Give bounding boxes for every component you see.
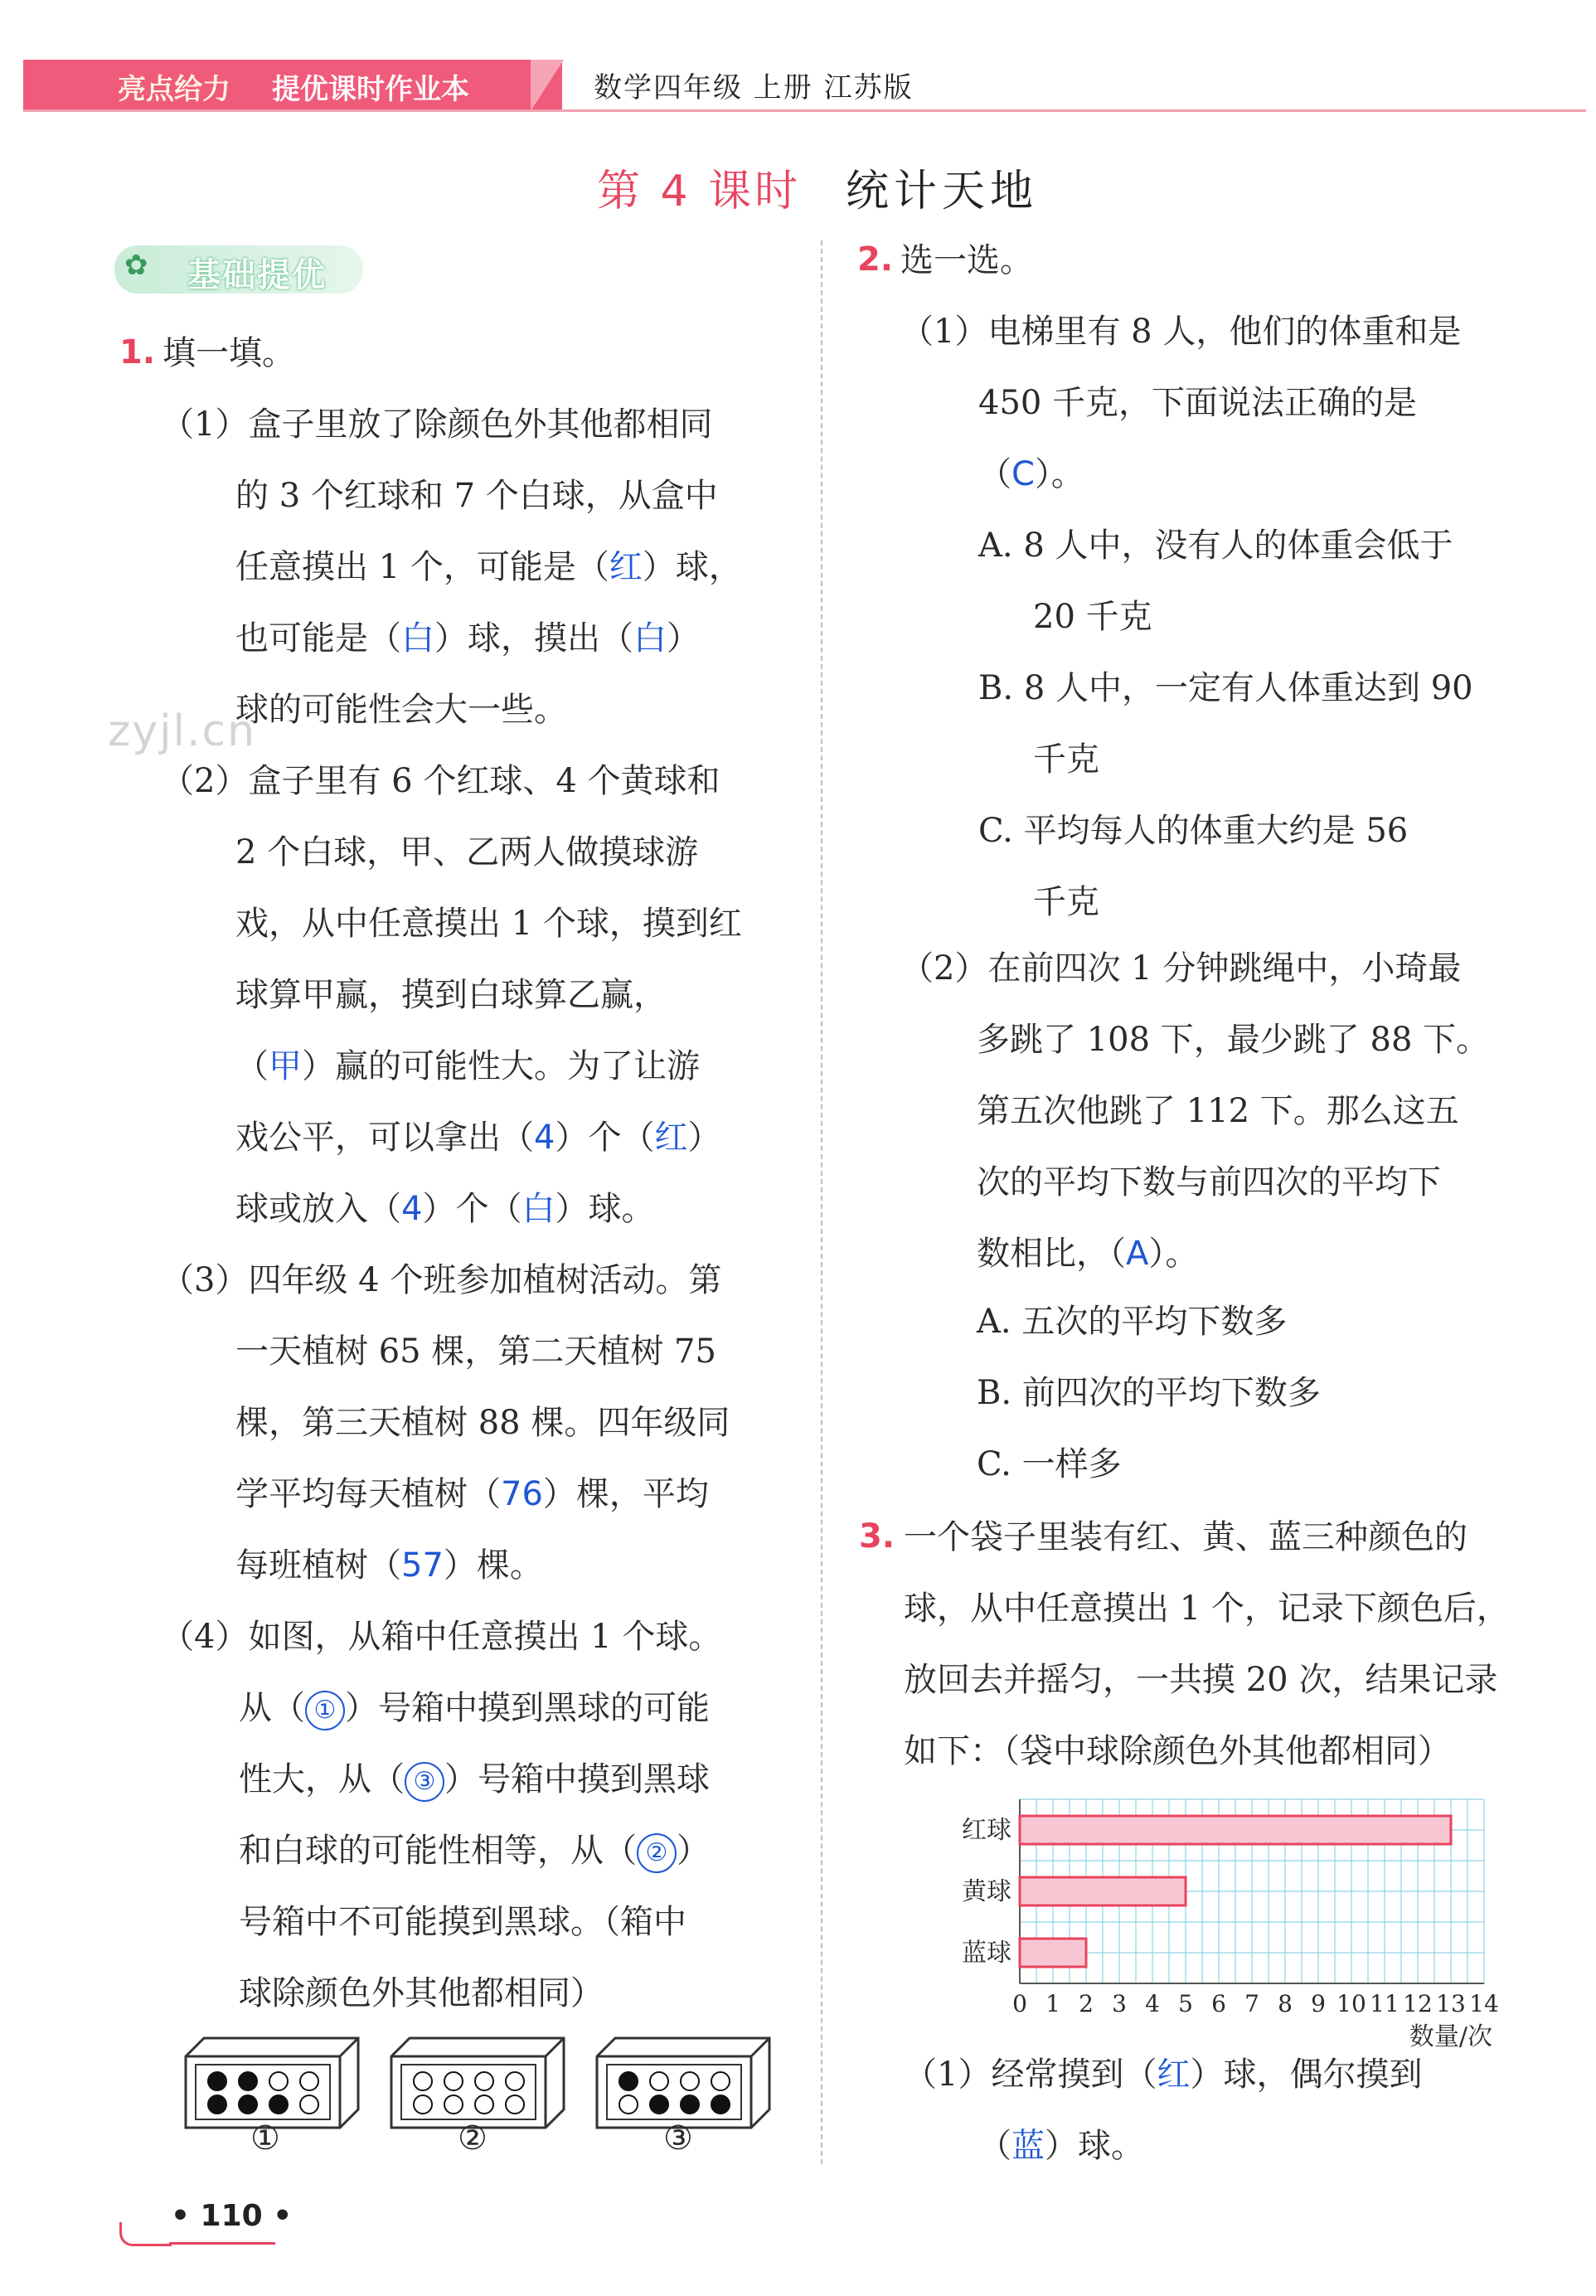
q1-p2-line3: 戏，从中任意摸出 1 个球，摸到红: [235, 905, 742, 943]
answer: 57: [401, 1546, 444, 1585]
white-ball: [414, 2072, 432, 2090]
q2-p1-optA-cont: 20 千克: [1033, 598, 1152, 636]
white-ball: [444, 2095, 463, 2114]
q1-p2-line4: 球算甲赢，摸到白球算乙赢，: [235, 976, 667, 1014]
box-label-3: ③: [663, 2119, 693, 2158]
x-tick-label: 12: [1403, 1990, 1433, 2017]
q3-sub1-line1: （1）经常摸到（红）球，偶尔摸到: [904, 2056, 1423, 2094]
black-ball: [619, 2072, 638, 2090]
x-tick-label: 6: [1211, 1990, 1226, 2017]
answer: A: [1126, 1235, 1149, 1273]
q1-p3-line4: 学平均每天植树（76）棵，平均: [235, 1475, 709, 1513]
black-ball: [208, 2072, 226, 2090]
q3-sub1-line2: （蓝）球。: [978, 2127, 1144, 2165]
q2-p1-line1: （1）电梯里有 8 人，他们的体重和是: [900, 313, 1462, 351]
ball-boxes: [174, 2023, 788, 2131]
brand-name: 亮点给力: [118, 73, 230, 106]
q2-p2-line1: （2）在前四次 1 分钟跳绳中，小琦最: [900, 949, 1462, 988]
q1-p2-line7: 球或放入（4）个（白）球。: [235, 1190, 655, 1228]
sprout-icon: ✿: [124, 249, 148, 282]
q1-number: 1.: [119, 333, 156, 371]
page-ornament-line: [169, 2242, 275, 2245]
white-ball: [414, 2095, 432, 2114]
lesson-number: 第 4 课时: [597, 167, 802, 216]
q1-p4-line5: 号箱中不可能摸到黑球。（箱中: [239, 1903, 686, 1941]
white-ball: [444, 2072, 463, 2090]
q3-line1: 一个袋子里装有红、黄、蓝三种颜色的: [904, 1518, 1467, 1556]
q1-p3-line5: 每班植树（57）棵。: [235, 1546, 543, 1585]
white-ball: [711, 2072, 730, 2090]
black-ball: [269, 2095, 288, 2114]
x-tick-label: 1: [1045, 1990, 1060, 2017]
q1-p1-line2: 的 3 个红球和 7 个白球，从盒中: [235, 477, 718, 515]
page-ornament: [119, 2222, 172, 2246]
q1-p2-line1: （2）盒子里有 6 个红球、4 个黄球和: [161, 762, 720, 800]
black-ball: [711, 2095, 730, 2114]
q1-p1-line5: 球的可能性会大一些。: [235, 691, 567, 729]
series-name: 提优课时作业本: [272, 73, 469, 106]
x-tick-label: 5: [1178, 1990, 1193, 2017]
x-tick-label: 13: [1436, 1990, 1466, 2017]
bar-1: [1020, 1816, 1451, 1844]
black-ball: [239, 2072, 257, 2090]
answer-white: 白: [633, 619, 667, 658]
q1-p3-line3: 棵，第三天植树 88 棵。四年级同: [235, 1404, 730, 1442]
q2-p2-optA: A. 五次的平均下数多: [977, 1303, 1288, 1341]
section-badge-label: 基础提优: [187, 256, 327, 294]
q1-p4-line3: 性大，从（ ③ ）号箱中摸到黑球: [239, 1758, 710, 1802]
white-ball: [475, 2072, 493, 2090]
x-tick-label: 9: [1311, 1990, 1326, 2017]
bar-3: [1020, 1939, 1086, 1967]
q1-p4-line2: 从（ ① ）号箱中摸到黑球的可能: [239, 1687, 710, 1730]
q2-p1-optA: A. 8 人中，没有人的体重会低于: [978, 527, 1453, 565]
black-ball: [681, 2095, 699, 2114]
white-ball: [300, 2095, 318, 2114]
q1-p1-line4: 也可能是（白）球，摸出（白）: [235, 619, 700, 658]
answer: 4: [534, 1119, 555, 1157]
q2-p1-optC: C. 平均每人的体重大约是 56: [978, 812, 1409, 850]
box-label-1: ①: [250, 2119, 280, 2158]
q1-p1-line3: 任意摸出 1 个，可能是（红）球，: [235, 548, 742, 586]
black-ball: [239, 2095, 257, 2114]
q1-p4-line6: 球除颜色外其他都相同）: [239, 1974, 604, 2012]
chart-xlabel: 数量/次: [1409, 2022, 1492, 2051]
q1-prompt: 填一填。: [163, 334, 295, 372]
box-label-2: ②: [458, 2119, 488, 2158]
x-tick-label: 2: [1079, 1990, 1094, 2017]
category-label: 红球: [962, 1816, 1011, 1845]
x-tick-label: 11: [1370, 1990, 1400, 2017]
q2-p1-line2: 450 千克，下面说法正确的是: [978, 384, 1418, 422]
x-tick-label: 8: [1278, 1990, 1293, 2017]
column-divider: [821, 240, 822, 2164]
bar-chart: [937, 1783, 1501, 2051]
x-tick-label: 14: [1469, 1990, 1499, 2017]
q1-p3-line1: （3）四年级 4 个班参加植树活动。第: [161, 1261, 722, 1299]
q2-number: 2.: [857, 240, 894, 279]
black-ball: [650, 2095, 668, 2114]
header-rule: [23, 109, 1586, 112]
page-number: • 110 •: [171, 2199, 293, 2233]
x-tick-label: 0: [1012, 1990, 1027, 2017]
q2-p2-optB: B. 前四次的平均下数多: [977, 1374, 1321, 1412]
q2-p2-optC: C. 一样多: [977, 1445, 1122, 1483]
q1-p2-line6: 戏公平，可以拿出（4）个（红）: [235, 1119, 721, 1157]
q2-p1-optB-cont: 千克: [1033, 740, 1099, 779]
x-tick-label: 10: [1336, 1990, 1366, 2017]
q1-p2-line5: （甲）赢的可能性大。为了让游: [235, 1047, 700, 1085]
book-info: 数学四年级 上册 江苏版: [594, 71, 914, 104]
q1-p1-line1: （1）盒子里放了除颜色外其他都相同: [161, 405, 713, 444]
q2-prompt: 选一选。: [900, 241, 1033, 279]
white-ball: [506, 2095, 524, 2114]
q3-line4: 如下：（袋中球除颜色外其他都相同）: [904, 1732, 1451, 1770]
white-ball: [300, 2072, 318, 2090]
q2-p2-line5: 数相比，（A）。: [977, 1235, 1199, 1273]
header-band-tail: [531, 60, 564, 111]
bar-2: [1020, 1877, 1186, 1905]
x-tick-label: 4: [1145, 1990, 1160, 2017]
q2-p1-optC-cont: 千克: [1033, 883, 1099, 921]
q1-p3-line2: 一天植树 65 棵，第二天植树 75: [235, 1332, 716, 1371]
white-ball: [506, 2072, 524, 2090]
q1-p4-line4: 和白球的可能性相等，从（ ② ）: [239, 1829, 710, 1873]
q3-number: 3.: [859, 1517, 895, 1556]
white-ball: [650, 2072, 668, 2090]
q2-p1-line3: （C）。: [978, 455, 1084, 493]
q2-p2-line2: 多跳了 108 下，最少跳了 88 下。: [977, 1021, 1490, 1059]
answer: 4: [401, 1190, 423, 1228]
answer-box-1: ①: [305, 1691, 345, 1730]
category-label: 蓝球: [962, 1939, 1011, 1968]
black-ball: [208, 2095, 226, 2114]
white-ball: [269, 2072, 288, 2090]
answer: 甲: [269, 1047, 302, 1085]
x-tick-label: 7: [1244, 1990, 1259, 2017]
q1-p2-line2: 2 个白球，甲、乙两人做摸球游: [235, 833, 699, 871]
answer-white: 白: [401, 619, 434, 658]
answer-box-3: ③: [405, 1762, 444, 1802]
white-ball: [681, 2072, 699, 2090]
q2-p2-line3: 第五次他跳了 112 下。那么这五: [977, 1092, 1459, 1130]
q2-p1-optB: B. 8 人中，一定有人体重达到 90: [978, 669, 1473, 707]
answer: 蓝: [1011, 2127, 1045, 2165]
white-ball: [619, 2095, 638, 2114]
answer: C: [1011, 455, 1035, 493]
answer: 76: [501, 1475, 543, 1513]
q3-line3: 放回去并摇匀，一共摸 20 次，结果记录: [904, 1661, 1498, 1699]
q2-p2-line4: 次的平均下数与前四次的平均下: [977, 1163, 1441, 1201]
x-tick-label: 3: [1112, 1990, 1127, 2017]
q1-p4-line1: （4）如图，从箱中任意摸出 1 个球。: [161, 1618, 722, 1656]
white-ball: [475, 2095, 493, 2114]
answer: 白: [521, 1190, 555, 1228]
answer-box-2: ②: [637, 1833, 677, 1873]
answer: 红: [654, 1119, 688, 1157]
lesson-title: 统计天地: [846, 167, 1039, 216]
q3-line2: 球，从中任意摸出 1 个，记录下颜色后，: [904, 1590, 1510, 1628]
answer: 红: [1157, 2056, 1191, 2094]
category-label: 黄球: [962, 1877, 1011, 1906]
watermark: zyjl.cn: [108, 706, 257, 756]
answer-red: 红: [609, 548, 643, 586]
